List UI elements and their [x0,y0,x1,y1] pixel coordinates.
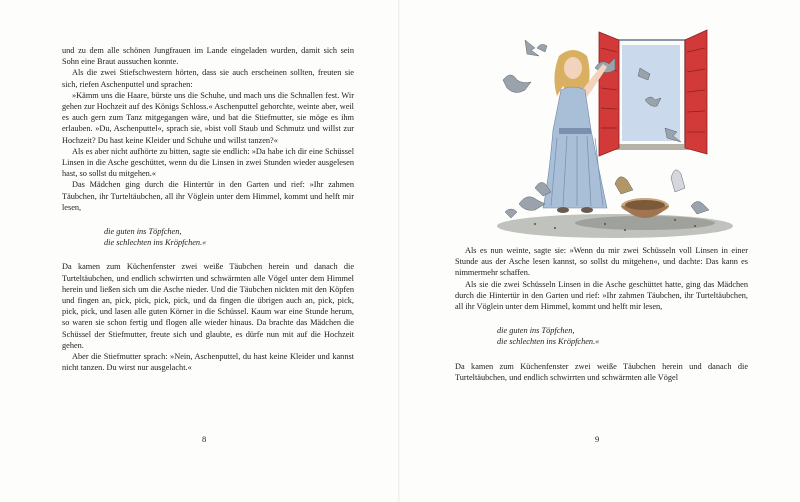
paragraph: Aber die Stiefmutter sprach: »Nein, Aschenputtel, du hast keine Kleider und kannst nicht tanzen. Du wirst nur ausgelacht.« [62,352,354,373]
verse-line: die schlechten ins Kröpfchen.« [497,337,600,347]
paragraph: Das Mädchen ging durch die Hintertür in den Garten und rief: »Ihr zahmen Täubchen, ihr Turteltäubchen, all ihr Vöglein unter dem Himmel, kommt und helft mir lesen, [62,180,354,212]
page-number: 8 [202,434,207,444]
right-page [400,0,800,502]
verse [104,226,354,248]
left-text-column [62,45,354,373]
girl-foot [581,207,593,213]
right-paragraphs-after [455,361,748,383]
girl-with-doves-at-window-icon [495,28,735,240]
right-shutter [685,30,707,154]
girl-apron-waist [559,128,591,134]
right-text-column [455,245,748,383]
left-paragraphs-before [62,45,354,213]
ground-doves [505,170,709,218]
paragraph: Da kamen zum Küchenfenster zwei weiße Täubchen herein und danach die Turteltäubchen, und endlich schwirrten und schwärmten alle Vögel unter dem Himmel herein und ließen sich um die Asche nieder. Und die Täubchen nickten mit den Köpfen und fingen an, pick, pick, pick, pick, und da fingen die übrigen auch an, pick, pick, pick, pick, und lasen alle guten Körner in die Schüssel. Kaum war eine Stunde herum, so waren sie schon fertig und flogen alle wieder hinaus. Da brachte das Mädchen die Schüssel der Stiefmutter, freute sich und glaubte, es dürfe nun mit auf die Hochzeit gehen. [62,262,354,350]
ground-shadow [575,216,715,230]
verse [497,325,748,347]
left-paragraphs-after [62,261,354,373]
verse-line: die guten ins Töpfchen, [497,326,575,336]
window-sill [613,144,689,150]
paragraph: Als sie die zwei Schüsseln Linsen in die Asche geschüttet hatte, ging das Mädchen durch die Hintertür in den Garten und rief: »Ihr zahmen Täubchen, ihr Turteltäubchen, all ihr Vöglein unter dem Himmel, kommt und helft mir lesen, [455,279,748,312]
right-paragraphs-before [455,245,748,312]
window-sky [622,45,680,141]
verse-line: die schlechten ins Kröpfchen.« [104,238,207,248]
paragraph: Als die zwei Stiefschwestern hörten, dass sie auch erscheinen sollten, freuten sie sich, riefen Aschenputtel und sprachen: [62,68,354,89]
paragraph: »Kämm uns die Haare, bürste uns die Schuhe, und mach uns die Schnallen fest. Wir gehen zur Hochzeit auf des Königs Schloss.« Aschenputtel gehorchte, weinte aber, weil es auch gern zum Tanz mitgegangen wäre, und bat die Stiefmutter, sie möge es ihm erlauben. »Du, Aschenputtel«, sprach sie, »bist voll Staub und Schmutz und willst zur Hochzeit? Du hast keine Kleider und Schuhe und willst tanzen?« [62,90,354,145]
page-number: 9 [595,434,600,444]
girl-foot [557,207,569,213]
paragraph: und zu dem alle schönen Jungfrauen im Lande eingeladen wurden, damit sich sein Sohn eine Braut aussuchen konnte. [62,46,354,67]
paragraph: Als es nun weinte, sagte sie: »Wenn du mir zwei Schüsseln voll Linsen in einer Stunde aus der Asche lesen kannst, so sollst du mitgehen«, und dachte: Das kann es nimmermehr schaffen. [455,246,748,278]
girl-face [564,57,582,79]
paragraph: Da kamen zum Küchenfenster zwei weiße Täubchen herein und danach die Turteltäubchen, und endlich schwirrten und schwärmten alle Vögel [455,361,748,382]
girl-figure [543,50,607,213]
left-shutter [599,32,619,156]
paragraph: Als es aber nicht aufhörte zu bitten, sagte sie endlich: »Da habe ich dir eine Schüssel Linsen in die Asche geschüttet, wenn du die Linsen in zwei Stunden wieder ausgelesen hast, so sollst du mitgehen.« [62,146,354,179]
verse-line: die guten ins Töpfchen, [104,227,182,237]
